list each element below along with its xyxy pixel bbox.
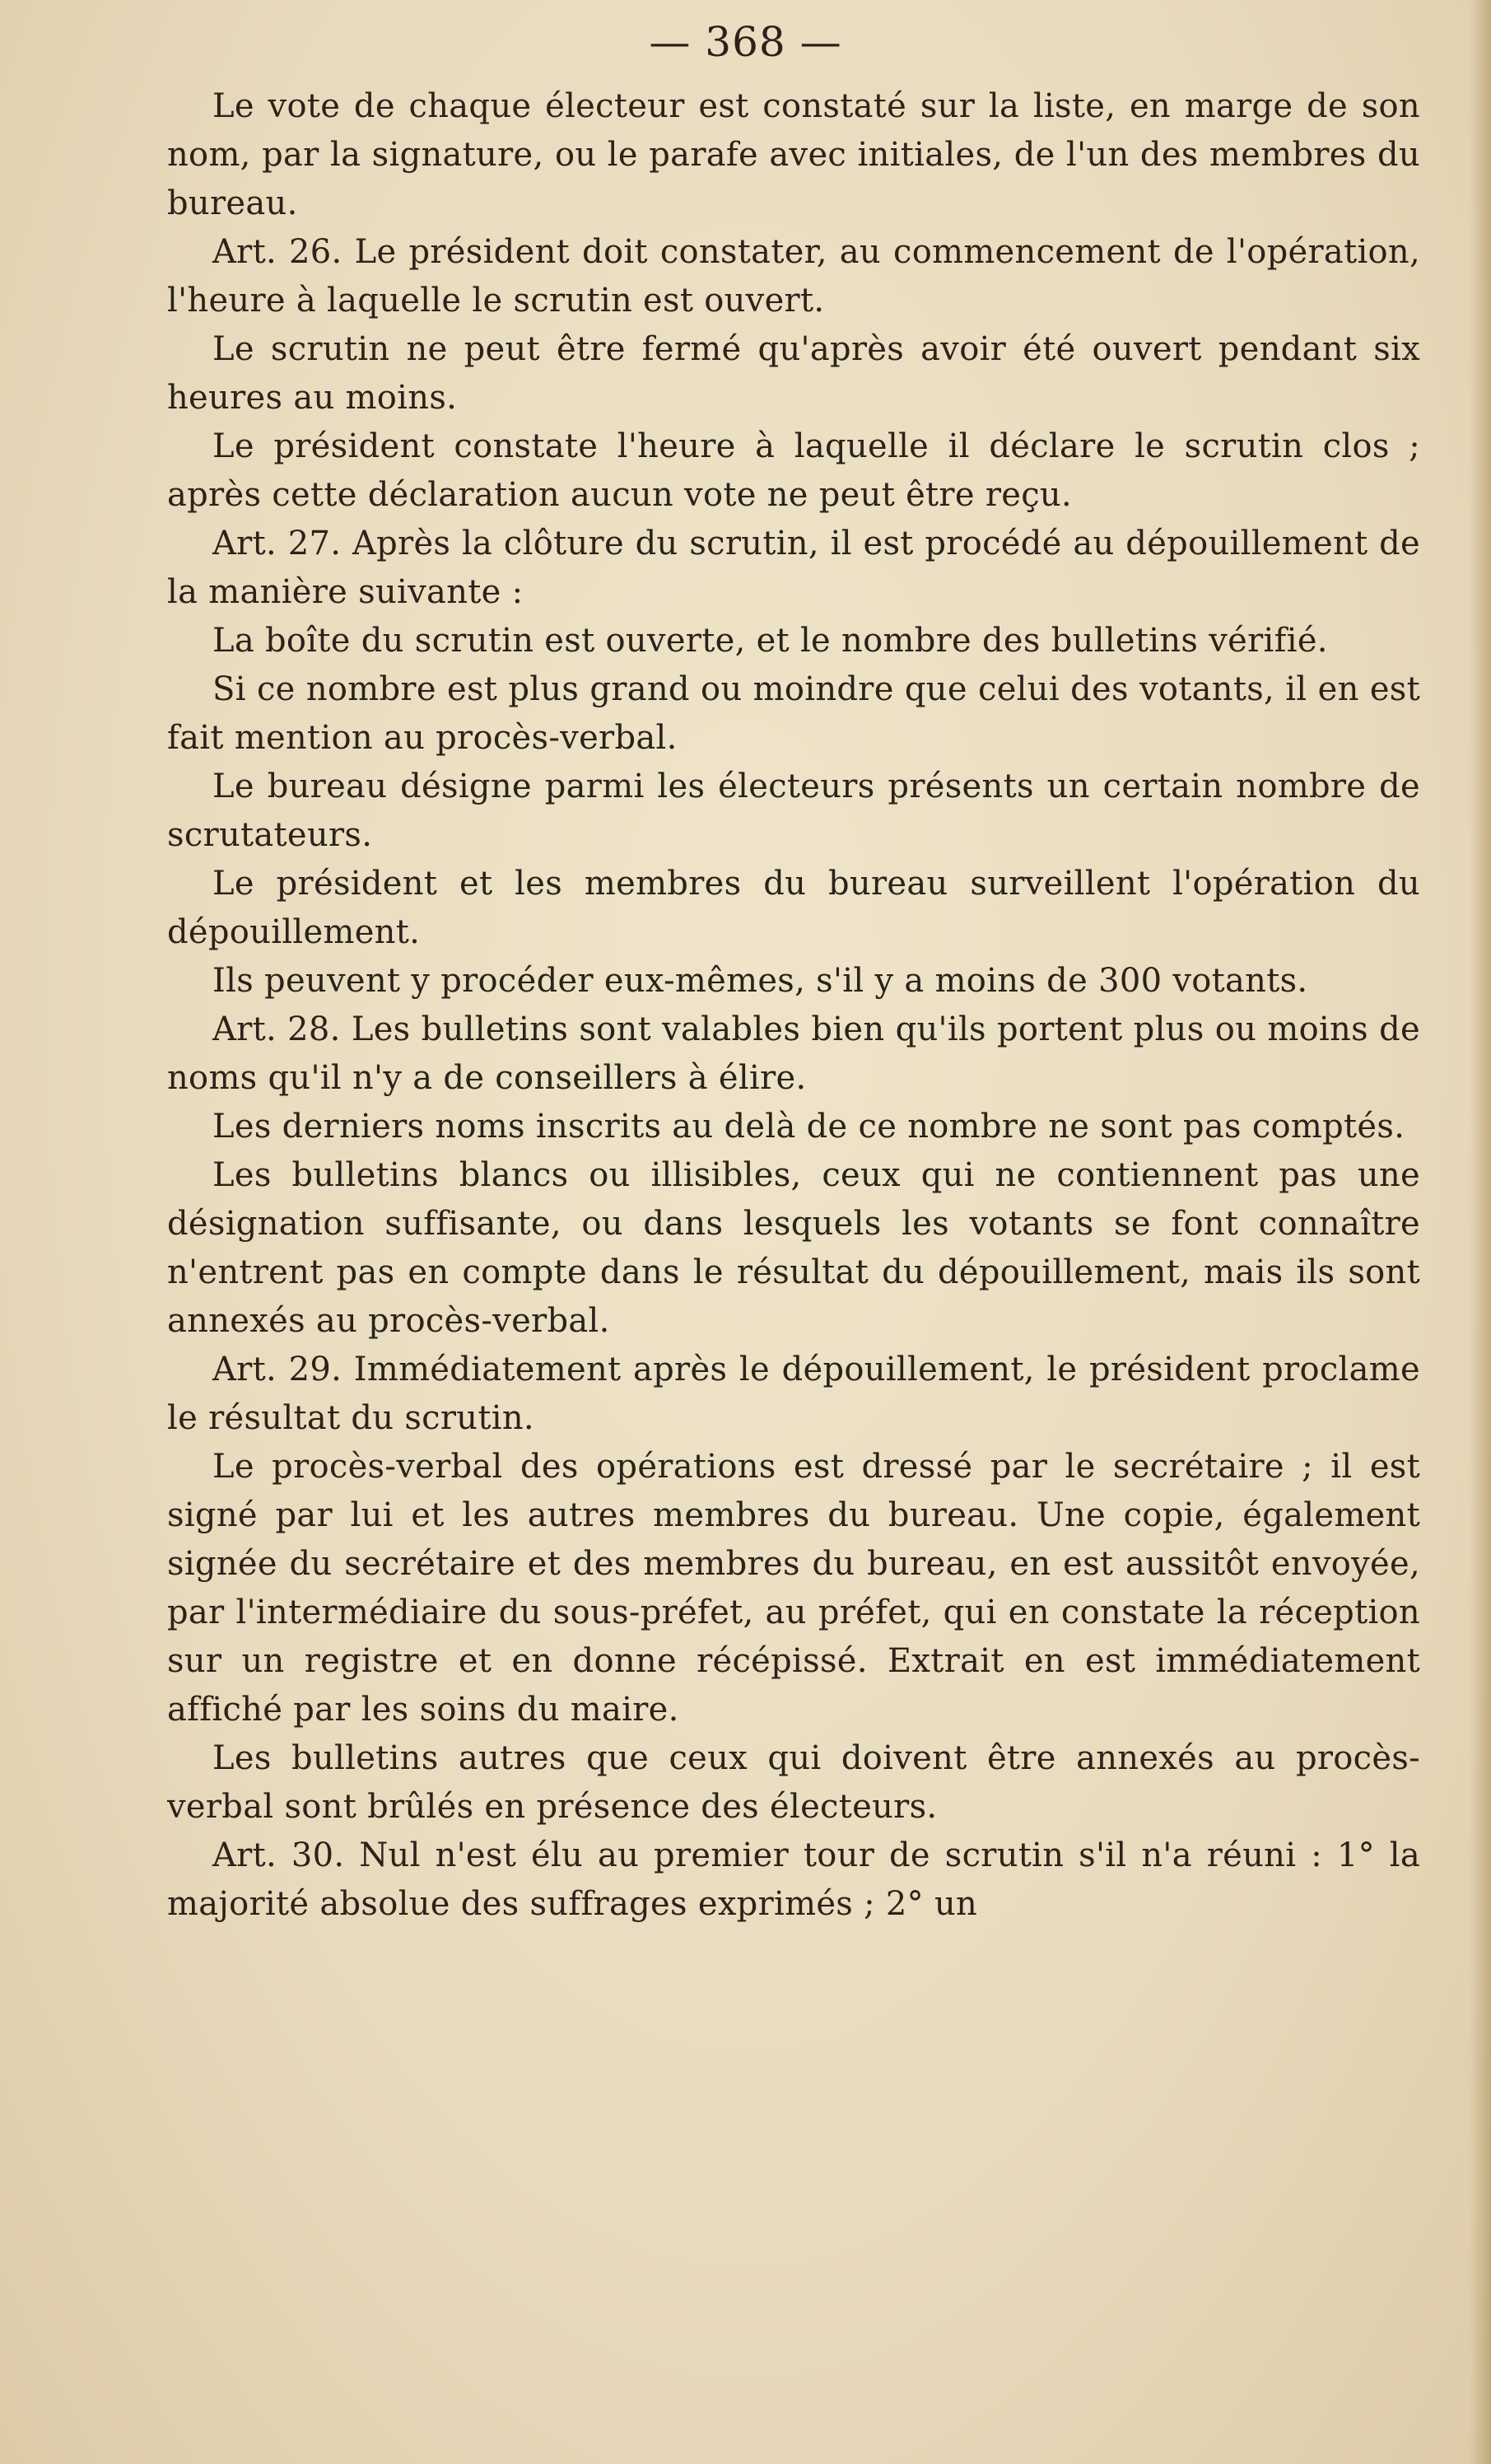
paragraph: Les derniers noms inscrits au delà de ce nombre ne sont pas comptés. [212, 1108, 1405, 1146]
paragraph: Les bulletins autres que ceux qui doivent être annexés au procès-verbal sont brûlés en présence des électeurs. [167, 1739, 1420, 1826]
paragraph: Le président et les membres du bureau surveillent l'opération du dépouillement. [167, 865, 1420, 951]
paragraph: Le bureau désigne parmi les électeurs présents un certain nombre de scrutateurs. [167, 768, 1420, 854]
paragraph: Ils peuvent y procéder eux-mêmes, s'il y a moins de 300 votants. [212, 962, 1308, 1000]
paragraph: Si ce nombre est plus grand ou moindre que celui des votants, il en est fait mention au procès-verbal. [167, 670, 1420, 757]
paragraph: Le procès-verbal des opérations est dressé par le secrétaire ; il est signé par lui et les autres membres du bureau. Une copie, également signée du secrétaire et des membres du bureau, en est aussitôt envoyée, par l'intermédiaire du sous-préfet, au préfet, qui en constate la réception sur un registre et en donne récépissé. Extrait en est immédiatement affiché par les soins du maire. [167, 1448, 1420, 1729]
paragraph-art-29: Art. 29. Immédiatement après le dépouillement, le président proclame le résultat du scrutin. [167, 1351, 1420, 1437]
paragraph-art-30: Art. 30. Nul n'est élu au premier tour de scrutin s'il n'a réuni : 1° la majorité absolue des suffrages exprimés ; 2° un [167, 1836, 1420, 1923]
paragraph-art-27: Art. 27. Après la clôture du scrutin, il est procédé au dépouillement de la manière suivante : [167, 525, 1420, 611]
paragraph: Les bulletins blancs ou illisibles, ceux qui ne contiennent pas une désignation suffisante, ou dans lesquels les votants se font connaître n'entrent pas en compte dans le résultat du dépouillement, mais ils sont annexés au procès-verbal. [167, 1156, 1420, 1340]
paragraph: Le président constate l'heure à laquelle il déclare le scrutin clos ; après cette déclaration aucun vote ne peut être reçu. [167, 427, 1420, 514]
page-text [167, 82, 1420, 1929]
paragraph: Le scrutin ne peut être fermé qu'après avoir été ouvert pendant six heures au moins. [167, 330, 1420, 417]
page-edge-shadow [1470, 0, 1491, 2464]
paragraph-art-28: Art. 28. Les bulletins sont valables bien qu'ils portent plus ou moins de noms qu'il n'y a de conseillers à élire. [167, 1010, 1420, 1097]
paragraph: La boîte du scrutin est ouverte, et le nombre des bulletins vérifié. [212, 622, 1328, 660]
paragraph: Le vote de chaque électeur est constaté sur la liste, en marge de son nom, par la signature, ou le parafe avec initiales, de l'un des membres du bureau. [167, 87, 1420, 222]
page-number: — 368 — [649, 18, 842, 66]
paragraph-art-26: Art. 26. Le président doit constater, au commencement de l'opération, l'heure à laquelle le scrutin est ouvert. [167, 233, 1420, 320]
